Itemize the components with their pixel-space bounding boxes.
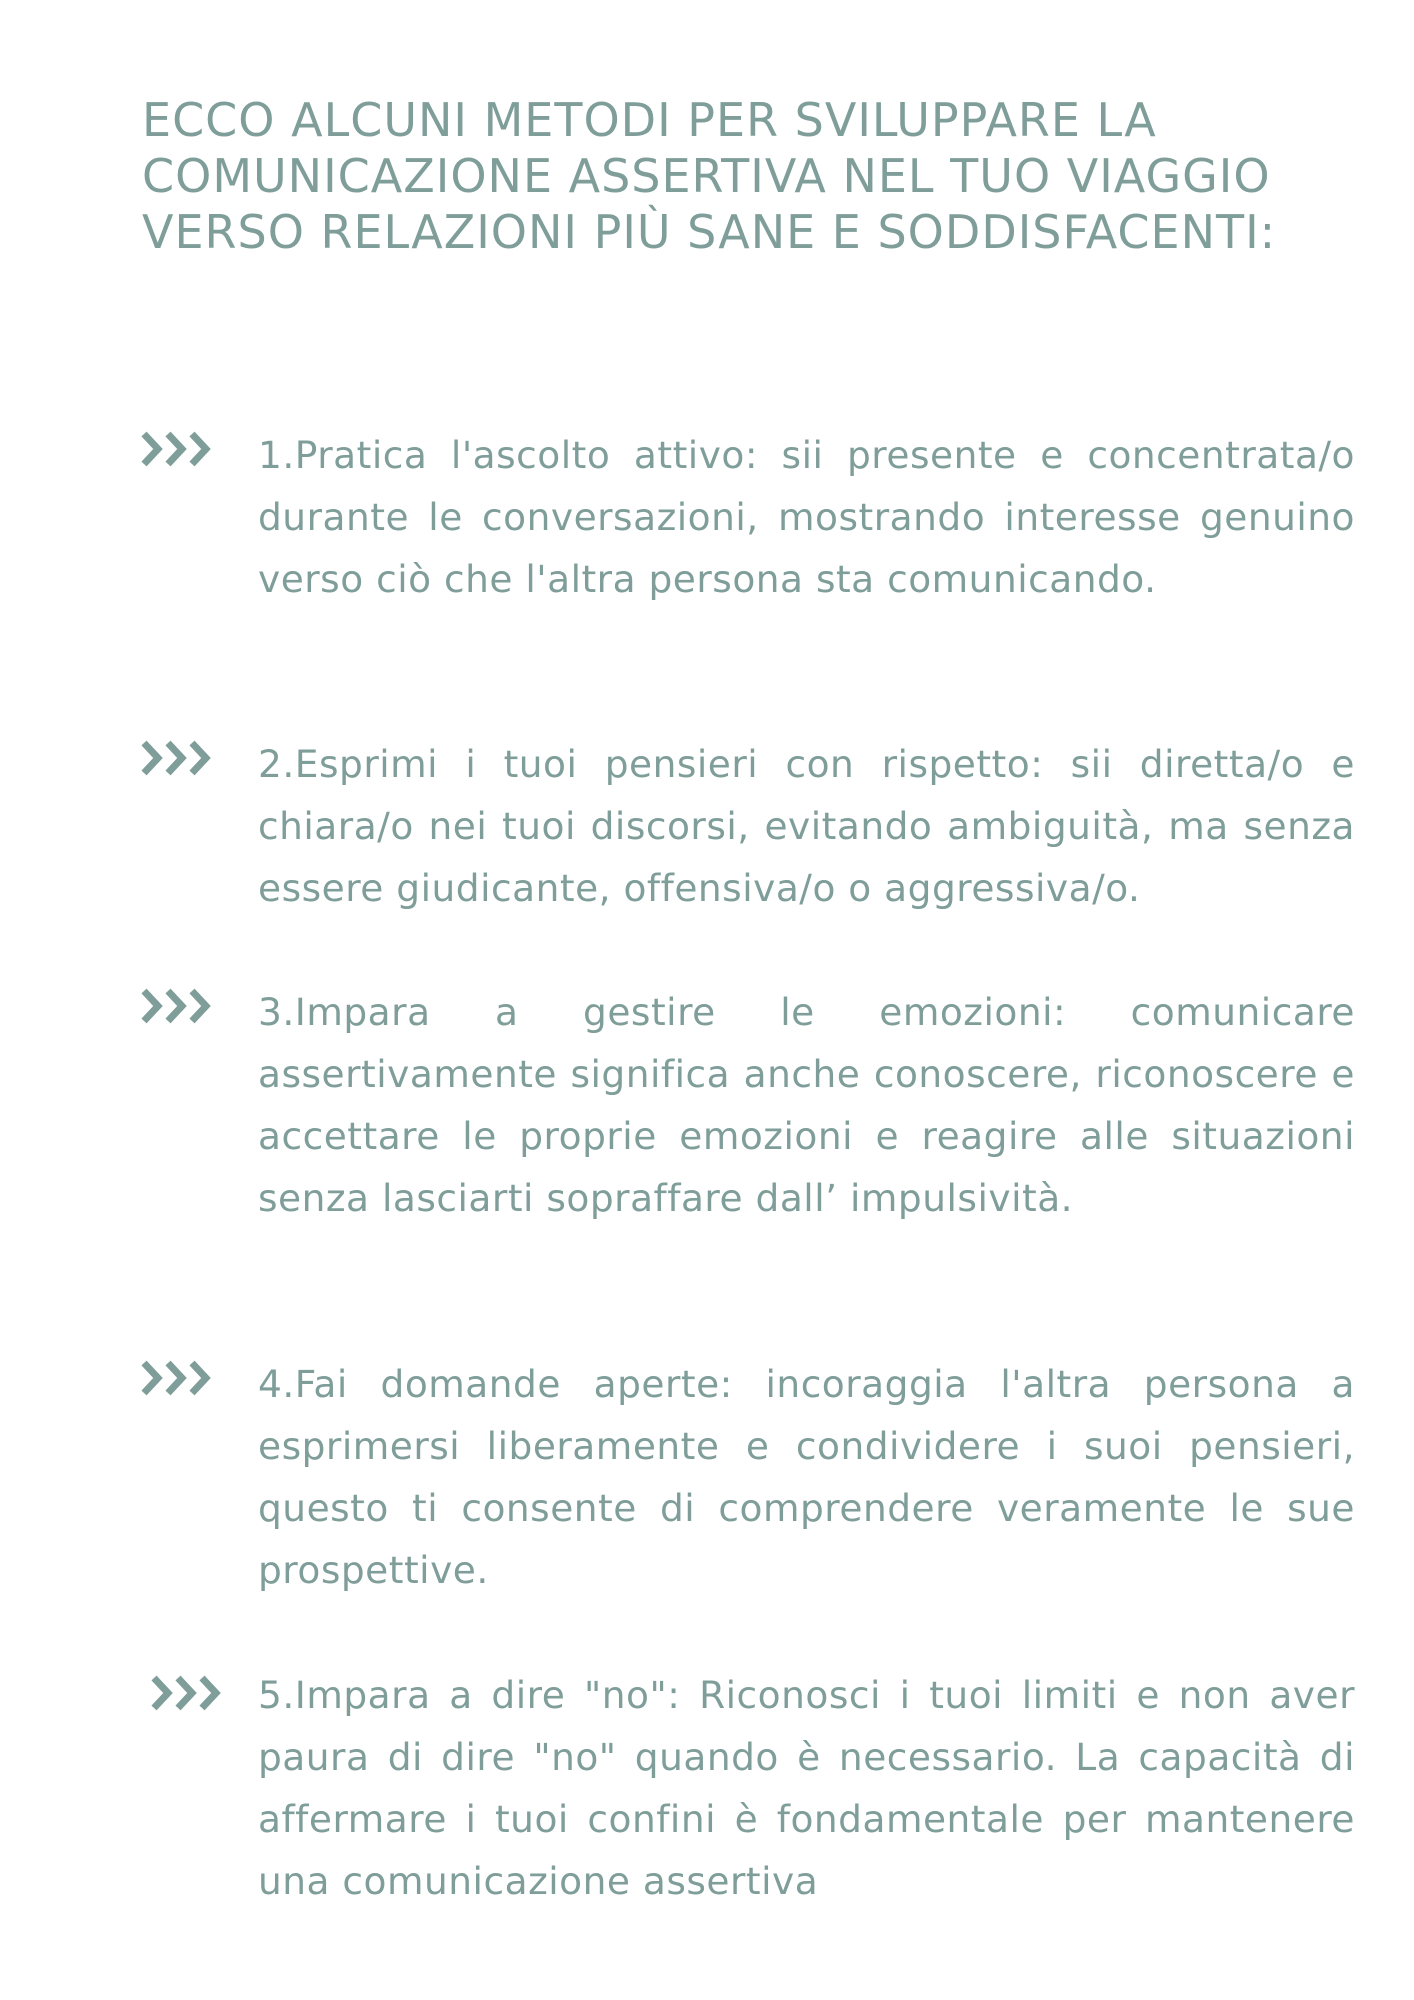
- list-item-text: 5.Impara a dire "no": Riconosci i tuoi limiti e non aver paura di dire "no" quando è necessario. La capacità di affermare i tuoi confini è fondamentale per mantenere una comunicazione assertiva: [258, 1673, 1355, 1903]
- triple-chevron-right-icon: [140, 737, 220, 779]
- list-item-text: 3.Impara a gestire le emozioni: comunicare assertivamente significa anche conoscere, riconoscere e accettare le proprie emozioni e reagire alle situazioni senza lasciarti sopraffare dall’ impulsività.: [258, 990, 1355, 1220]
- list-item-text: 1.Pratica l'ascolto attivo: sii presente e concentrata/o durante le conversazioni, mostrando interesse genuino verso ciò che l'altra persona sta comunicando.: [258, 433, 1355, 601]
- triple-chevron-right-icon: [150, 1672, 230, 1714]
- triple-chevron-right-icon: [140, 985, 220, 1027]
- list-item-text: 4.Fai domande aperte: incoraggia l'altra persona a esprimersi liberamente e condividere i suoi pensieri, questo ti consente di comprendere veramente le sue prospettive.: [258, 1362, 1355, 1592]
- triple-chevron-right-icon: [140, 428, 220, 470]
- list-item-text: 2.Esprimi i tuoi pensieri con rispetto: sii diretta/o e chiara/o nei tuoi discorsi, evitando ambiguità, ma senza essere giudicante, offensiva/o o aggressiva/o.: [258, 742, 1355, 910]
- triple-chevron-right-icon: [140, 1357, 220, 1399]
- page-title: ECCO ALCUNI METODI PER SVILUPPARE LA COMUNICAZIONE ASSERTIVA NEL TUO VIAGGIO VERSO RELAZIONI PIÙ SANE E SODDISFACENTI:: [142, 93, 1277, 259]
